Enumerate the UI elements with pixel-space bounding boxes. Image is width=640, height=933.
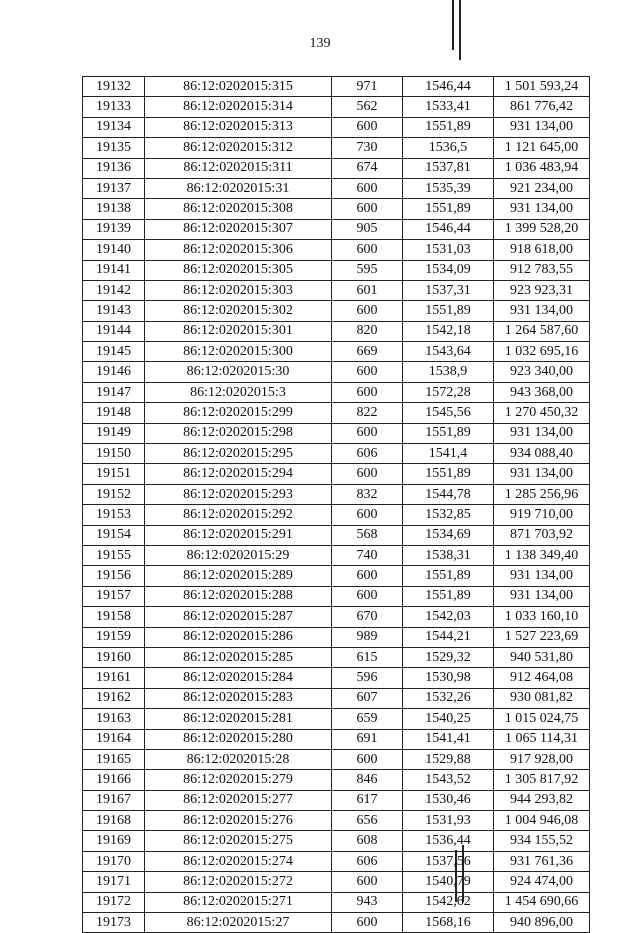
row-number-cell: 19134 <box>83 117 145 137</box>
table-row <box>83 729 590 749</box>
row-number-cell: 19148 <box>83 403 145 423</box>
value-cell: 923 340,00 <box>494 362 590 382</box>
row-number-cell: 19157 <box>83 586 145 606</box>
row-number-cell: 19161 <box>83 668 145 688</box>
cadastral-number-cell: 86:12:0202015:283 <box>145 688 332 708</box>
area-cell: 606 <box>332 444 403 464</box>
cadastral-number-cell: 86:12:0202015:281 <box>145 709 332 729</box>
row-number-cell: 19156 <box>83 566 145 586</box>
row-number-cell: 19167 <box>83 790 145 810</box>
value-cell: 1 032 695,16 <box>494 342 590 362</box>
table-row <box>83 525 590 545</box>
row-number-cell: 19137 <box>83 178 145 198</box>
cadastral-number-cell: 86:12:0202015:291 <box>145 525 332 545</box>
table-row <box>83 158 590 178</box>
table-row <box>83 627 590 647</box>
cadastral-number-cell: 86:12:0202015:298 <box>145 423 332 443</box>
rate-cell: 1530,98 <box>403 668 494 688</box>
value-cell: 1 065 114,31 <box>494 729 590 749</box>
table-row <box>83 199 590 219</box>
cadastral-number-cell: 86:12:0202015:301 <box>145 321 332 341</box>
table-row <box>83 423 590 443</box>
table-row <box>83 138 590 158</box>
value-cell: 940 531,80 <box>494 647 590 667</box>
area-cell: 730 <box>332 138 403 158</box>
rate-cell: 1529,32 <box>403 647 494 667</box>
cadastral-number-cell: 86:12:0202015:294 <box>145 464 332 484</box>
rate-cell: 1545,56 <box>403 403 494 423</box>
rate-cell: 1537,31 <box>403 280 494 300</box>
value-cell: 931 134,00 <box>494 423 590 443</box>
value-cell: 1 270 450,32 <box>494 403 590 423</box>
area-cell: 659 <box>332 709 403 729</box>
cadastral-number-cell: 86:12:0202015:284 <box>145 668 332 688</box>
area-cell: 656 <box>332 811 403 831</box>
value-cell: 861 776,42 <box>494 97 590 117</box>
cadastral-number-cell: 86:12:0202015:279 <box>145 770 332 790</box>
cadastral-number-cell: 86:12:0202015:292 <box>145 505 332 525</box>
rate-cell: 1541,41 <box>403 729 494 749</box>
area-cell: 615 <box>332 647 403 667</box>
rate-cell: 1543,64 <box>403 342 494 362</box>
value-cell: 1 015 024,75 <box>494 709 590 729</box>
cadastral-number-cell: 86:12:0202015:307 <box>145 219 332 239</box>
area-cell: 832 <box>332 484 403 504</box>
value-cell: 918 618,00 <box>494 240 590 260</box>
row-number-cell: 19172 <box>83 892 145 912</box>
rate-cell: 1551,89 <box>403 586 494 606</box>
row-number-cell: 19154 <box>83 525 145 545</box>
cadastral-number-cell: 86:12:0202015:315 <box>145 77 332 97</box>
rate-cell: 1531,93 <box>403 811 494 831</box>
table-row <box>83 688 590 708</box>
rate-cell: 1530,46 <box>403 790 494 810</box>
rate-cell: 1544,21 <box>403 627 494 647</box>
table-row <box>83 811 590 831</box>
table-row <box>83 586 590 606</box>
cadastral-number-cell: 86:12:0202015:272 <box>145 872 332 892</box>
row-number-cell: 19139 <box>83 219 145 239</box>
rate-cell: 1533,41 <box>403 97 494 117</box>
area-cell: 670 <box>332 607 403 627</box>
cadastral-number-cell: 86:12:0202015:308 <box>145 199 332 219</box>
value-cell: 931 134,00 <box>494 566 590 586</box>
area-cell: 669 <box>332 342 403 362</box>
row-number-cell: 19171 <box>83 872 145 892</box>
value-cell: 1 121 645,00 <box>494 138 590 158</box>
rate-cell: 1540,79 <box>403 872 494 892</box>
table-row <box>83 464 590 484</box>
area-cell: 971 <box>332 77 403 97</box>
table-row <box>83 382 590 402</box>
value-cell: 1 305 817,92 <box>494 770 590 790</box>
rate-cell: 1531,03 <box>403 240 494 260</box>
area-cell: 846 <box>332 770 403 790</box>
page-number: 139 <box>309 36 331 51</box>
table-row <box>83 97 590 117</box>
row-number-cell: 19163 <box>83 709 145 729</box>
area-cell: 674 <box>332 158 403 178</box>
value-cell: 924 474,00 <box>494 872 590 892</box>
area-cell: 600 <box>332 178 403 198</box>
cadastral-number-cell: 86:12:0202015:3 <box>145 382 332 402</box>
row-number-cell: 19152 <box>83 484 145 504</box>
table-row <box>83 790 590 810</box>
value-cell: 931 134,00 <box>494 199 590 219</box>
row-number-cell: 19146 <box>83 362 145 382</box>
row-number-cell: 19147 <box>83 382 145 402</box>
rate-cell: 1542,03 <box>403 607 494 627</box>
cadastral-number-cell: 86:12:0202015:280 <box>145 729 332 749</box>
cadastral-number-cell: 86:12:0202015:303 <box>145 280 332 300</box>
area-cell: 600 <box>332 505 403 525</box>
value-cell: 1 399 528,20 <box>494 219 590 239</box>
cadastral-number-cell: 86:12:0202015:277 <box>145 790 332 810</box>
rate-cell: 1538,31 <box>403 545 494 565</box>
rate-cell: 1538,9 <box>403 362 494 382</box>
rate-cell: 1542,62 <box>403 892 494 912</box>
table-row <box>83 831 590 851</box>
table-row <box>83 709 590 729</box>
table-row <box>83 913 590 933</box>
row-number-cell: 19153 <box>83 505 145 525</box>
value-cell: 931 134,00 <box>494 301 590 321</box>
cadastral-number-cell: 86:12:0202015:271 <box>145 892 332 912</box>
table-row <box>83 545 590 565</box>
area-cell: 740 <box>332 545 403 565</box>
table-row <box>83 280 590 300</box>
area-cell: 600 <box>332 240 403 260</box>
cadastral-number-cell: 86:12:0202015:286 <box>145 627 332 647</box>
area-cell: 601 <box>332 280 403 300</box>
area-cell: 600 <box>332 301 403 321</box>
value-cell: 912 464,08 <box>494 668 590 688</box>
row-number-cell: 19169 <box>83 831 145 851</box>
value-cell: 930 081,82 <box>494 688 590 708</box>
rate-cell: 1534,69 <box>403 525 494 545</box>
table-row <box>83 240 590 260</box>
table-row <box>83 77 590 97</box>
row-number-cell: 19158 <box>83 607 145 627</box>
value-cell: 1 454 690,66 <box>494 892 590 912</box>
value-cell: 923 923,31 <box>494 280 590 300</box>
rate-cell: 1544,78 <box>403 484 494 504</box>
cadastral-number-cell: 86:12:0202015:30 <box>145 362 332 382</box>
row-number-cell: 19141 <box>83 260 145 280</box>
row-number-cell: 19168 <box>83 811 145 831</box>
value-cell: 1 285 256,96 <box>494 484 590 504</box>
cadastral-number-cell: 86:12:0202015:288 <box>145 586 332 606</box>
rate-cell: 1551,89 <box>403 117 494 137</box>
cadastral-number-cell: 86:12:0202015:313 <box>145 117 332 137</box>
row-number-cell: 19151 <box>83 464 145 484</box>
row-number-cell: 19144 <box>83 321 145 341</box>
rate-cell: 1536,5 <box>403 138 494 158</box>
area-cell: 600 <box>332 913 403 933</box>
value-cell: 1 036 483,94 <box>494 158 590 178</box>
area-cell: 600 <box>332 199 403 219</box>
area-cell: 600 <box>332 117 403 137</box>
row-number-cell: 19165 <box>83 749 145 769</box>
area-cell: 822 <box>332 403 403 423</box>
rate-cell: 1568,16 <box>403 913 494 933</box>
row-number-cell: 19149 <box>83 423 145 443</box>
table-row <box>83 260 590 280</box>
table-row <box>83 892 590 912</box>
row-number-cell: 19170 <box>83 851 145 871</box>
value-cell: 1 264 587,60 <box>494 321 590 341</box>
rate-cell: 1551,89 <box>403 464 494 484</box>
table-row <box>83 219 590 239</box>
binder-mark <box>459 0 461 60</box>
rate-cell: 1529,88 <box>403 749 494 769</box>
cadastral-number-cell: 86:12:0202015:293 <box>145 484 332 504</box>
area-cell: 595 <box>332 260 403 280</box>
table-row <box>83 607 590 627</box>
rate-cell: 1532,85 <box>403 505 494 525</box>
row-number-cell: 19136 <box>83 158 145 178</box>
table-row <box>83 117 590 137</box>
cadastral-number-cell: 86:12:0202015:274 <box>145 851 332 871</box>
cadastral-number-cell: 86:12:0202015:287 <box>145 607 332 627</box>
area-cell: 617 <box>332 790 403 810</box>
table-row <box>83 342 590 362</box>
row-number-cell: 19164 <box>83 729 145 749</box>
cadastral-number-cell: 86:12:0202015:295 <box>145 444 332 464</box>
value-cell: 1 004 946,08 <box>494 811 590 831</box>
row-number-cell: 19155 <box>83 545 145 565</box>
area-cell: 596 <box>332 668 403 688</box>
cadastral-number-cell: 86:12:0202015:28 <box>145 749 332 769</box>
cadastral-number-cell: 86:12:0202015:31 <box>145 178 332 198</box>
value-cell: 919 710,00 <box>494 505 590 525</box>
area-cell: 820 <box>332 321 403 341</box>
row-number-cell: 19159 <box>83 627 145 647</box>
area-cell: 905 <box>332 219 403 239</box>
area-cell: 600 <box>332 382 403 402</box>
table-row <box>83 444 590 464</box>
value-cell: 931 134,00 <box>494 464 590 484</box>
row-number-cell: 19160 <box>83 647 145 667</box>
table-row <box>83 484 590 504</box>
area-cell: 600 <box>332 586 403 606</box>
table-row <box>83 851 590 871</box>
row-number-cell: 19145 <box>83 342 145 362</box>
cadastral-number-cell: 86:12:0202015:312 <box>145 138 332 158</box>
cadastral-number-cell: 86:12:0202015:305 <box>145 260 332 280</box>
value-cell: 931 134,00 <box>494 586 590 606</box>
cadastral-number-cell: 86:12:0202015:275 <box>145 831 332 851</box>
area-cell: 600 <box>332 566 403 586</box>
value-cell: 871 703,92 <box>494 525 590 545</box>
cadastral-number-cell: 86:12:0202015:27 <box>145 913 332 933</box>
value-cell: 931 134,00 <box>494 117 590 137</box>
cadastral-number-cell: 86:12:0202015:299 <box>145 403 332 423</box>
registry-table <box>82 76 590 933</box>
area-cell: 608 <box>332 831 403 851</box>
cadastral-number-cell: 86:12:0202015:306 <box>145 240 332 260</box>
rate-cell: 1572,28 <box>403 382 494 402</box>
rate-cell: 1540,25 <box>403 709 494 729</box>
rate-cell: 1551,89 <box>403 566 494 586</box>
rate-cell: 1541,4 <box>403 444 494 464</box>
table-row <box>83 668 590 688</box>
area-cell: 562 <box>332 97 403 117</box>
rate-cell: 1542,18 <box>403 321 494 341</box>
rate-cell: 1546,44 <box>403 77 494 97</box>
rate-cell: 1551,89 <box>403 301 494 321</box>
rate-cell: 1551,89 <box>403 423 494 443</box>
table-row <box>83 770 590 790</box>
area-cell: 568 <box>332 525 403 545</box>
area-cell: 943 <box>332 892 403 912</box>
value-cell: 1 527 223,69 <box>494 627 590 647</box>
value-cell: 1 033 160,10 <box>494 607 590 627</box>
cadastral-number-cell: 86:12:0202015:285 <box>145 647 332 667</box>
table-row <box>83 362 590 382</box>
row-number-cell: 19162 <box>83 688 145 708</box>
value-cell: 944 293,82 <box>494 790 590 810</box>
area-cell: 600 <box>332 872 403 892</box>
value-cell: 1 138 349,40 <box>494 545 590 565</box>
value-cell: 931 761,36 <box>494 851 590 871</box>
registry-table-body <box>83 77 590 933</box>
area-cell: 600 <box>332 362 403 382</box>
row-number-cell: 19138 <box>83 199 145 219</box>
table-row <box>83 872 590 892</box>
rate-cell: 1543,52 <box>403 770 494 790</box>
area-cell: 989 <box>332 627 403 647</box>
cadastral-number-cell: 86:12:0202015:289 <box>145 566 332 586</box>
rate-cell: 1536,44 <box>403 831 494 851</box>
row-number-cell: 19135 <box>83 138 145 158</box>
row-number-cell: 19140 <box>83 240 145 260</box>
table-row <box>83 321 590 341</box>
table-row <box>83 647 590 667</box>
row-number-cell: 19173 <box>83 913 145 933</box>
row-number-cell: 19150 <box>83 444 145 464</box>
row-number-cell: 19132 <box>83 77 145 97</box>
value-cell: 912 783,55 <box>494 260 590 280</box>
rate-cell: 1537,56 <box>403 851 494 871</box>
value-cell: 940 896,00 <box>494 913 590 933</box>
area-cell: 606 <box>332 851 403 871</box>
table-row <box>83 749 590 769</box>
cadastral-number-cell: 86:12:0202015:302 <box>145 301 332 321</box>
value-cell: 1 501 593,24 <box>494 77 590 97</box>
area-cell: 600 <box>332 464 403 484</box>
area-cell: 600 <box>332 423 403 443</box>
cadastral-number-cell: 86:12:0202015:276 <box>145 811 332 831</box>
area-cell: 600 <box>332 749 403 769</box>
cadastral-number-cell: 86:12:0202015:29 <box>145 545 332 565</box>
row-number-cell: 19166 <box>83 770 145 790</box>
cadastral-number-cell: 86:12:0202015:311 <box>145 158 332 178</box>
row-number-cell: 19133 <box>83 97 145 117</box>
binder-mark <box>452 0 454 50</box>
table-row <box>83 505 590 525</box>
value-cell: 943 368,00 <box>494 382 590 402</box>
table-row <box>83 566 590 586</box>
cadastral-number-cell: 86:12:0202015:300 <box>145 342 332 362</box>
rate-cell: 1537,81 <box>403 158 494 178</box>
value-cell: 934 088,40 <box>494 444 590 464</box>
table-row <box>83 403 590 423</box>
cadastral-number-cell: 86:12:0202015:314 <box>145 97 332 117</box>
rate-cell: 1535,39 <box>403 178 494 198</box>
area-cell: 691 <box>332 729 403 749</box>
value-cell: 934 155,52 <box>494 831 590 851</box>
table-row <box>83 301 590 321</box>
value-cell: 917 928,00 <box>494 749 590 769</box>
value-cell: 921 234,00 <box>494 178 590 198</box>
row-number-cell: 19142 <box>83 280 145 300</box>
rate-cell: 1534,09 <box>403 260 494 280</box>
rate-cell: 1546,44 <box>403 219 494 239</box>
table-row <box>83 178 590 198</box>
rate-cell: 1551,89 <box>403 199 494 219</box>
rate-cell: 1532,26 <box>403 688 494 708</box>
row-number-cell: 19143 <box>83 301 145 321</box>
area-cell: 607 <box>332 688 403 708</box>
